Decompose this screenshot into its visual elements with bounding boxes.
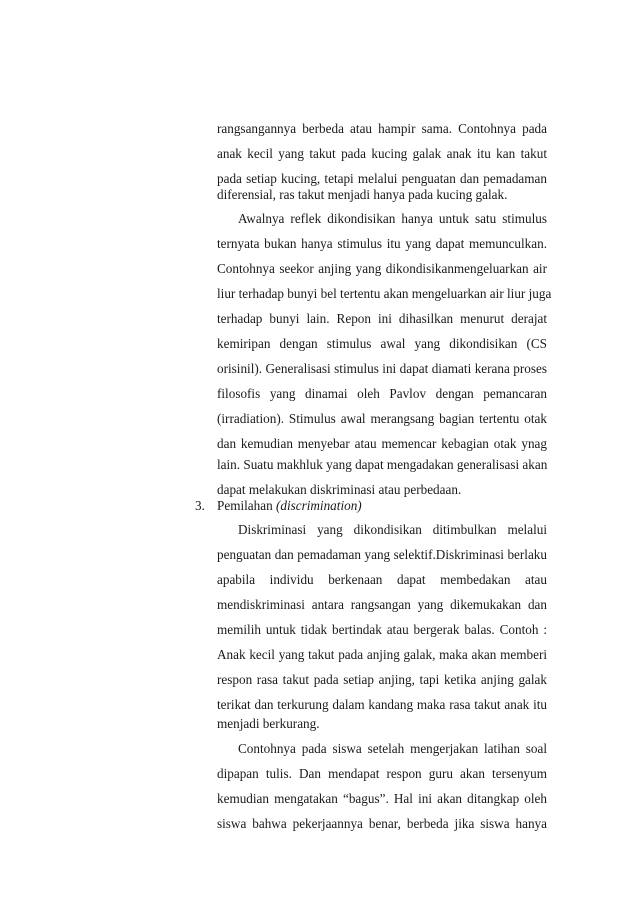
paragraph-2-line-8: filosofis yang dinamai oleh Pavlov dengan pemancaran bbox=[217, 386, 547, 401]
section-3-number: 3. bbox=[195, 498, 205, 513]
paragraph-2-line-10: dan kemudian menyebar atau memencar kebagian otak ynag bbox=[217, 436, 547, 451]
paragraph-3-line-7: respon rasa takut pada setiap anjing, tapi ketika anjing galak bbox=[217, 672, 547, 687]
paragraph-2-line-1: Awalnya reflek dikondisikan hanya untuk satu stimulus bbox=[238, 211, 547, 226]
paragraph-4-line-3: kemudian mengatakan “bagus”. Hal ini akan ditangkap oleh bbox=[217, 791, 547, 806]
paragraph-3-line-5: memilih untuk tidak bertindak atau bergerak balas. Contoh : bbox=[217, 622, 547, 637]
section-3-title-italic: (discrimination) bbox=[275, 498, 362, 513]
paragraph-2-line-4: liur terhadap bunyi bel tertentu akan mengeluarkan air liur juga bbox=[217, 286, 552, 301]
paragraph-3-line-4: mendiskriminasi antara rangsangan yang dikemukakan dan bbox=[217, 597, 547, 612]
paragraph-2-line-12: dapat melakukan diskriminasi atau perbedaan. bbox=[217, 482, 462, 497]
paragraph-3-line-9: menjadi berkurang. bbox=[217, 716, 320, 731]
paragraph-2-line-11: lain. Suatu makhluk yang dapat mengadakan generalisasi akan bbox=[217, 457, 548, 472]
paragraph-2-line-5: terhadap bunyi lain. Repon ini dihasilkan menurut derajat bbox=[217, 311, 547, 326]
paragraph-2-line-6: kemiripan dengan stimulus awal yang dikondisikan (CS bbox=[217, 336, 547, 351]
paragraph-3-line-2: penguatan dan pemadaman yang selektif.Diskriminasi berlaku bbox=[217, 547, 547, 562]
paragraph-1-line-3: pada setiap kucing, tetapi melalui penguatan dan pemadaman bbox=[217, 171, 547, 186]
paragraph-4-line-1: Contohnya pada siswa setelah mengerjakan latihan soal bbox=[238, 741, 547, 756]
section-3-title: Pemilahan bbox=[217, 498, 273, 513]
paragraph-1-line-2: anak kecil yang takut pada kucing galak anak itu kan takut bbox=[217, 146, 547, 161]
paragraph-4-line-2: dipapan tulis. Dan mendapat respon guru akan tersenyum bbox=[217, 766, 547, 781]
paragraph-2-line-7: orisinil). Generalisasi stimulus ini dapat diamati kerana proses bbox=[217, 361, 547, 376]
paragraph-3-line-3: apabila individu berkenaan dapat membedakan atau bbox=[217, 572, 547, 587]
paragraph-2-line-9: (irradiation). Stimulus awal merangsang bagian tertentu otak bbox=[217, 411, 547, 426]
paragraph-4-line-4: siswa bahwa pekerjaannya benar, berbeda jika siswa hanya bbox=[217, 816, 547, 831]
paragraph-1-line-4: diferensial, ras takut menjadi hanya pada kucing galak. bbox=[217, 187, 508, 202]
paragraph-3-line-1: Diskriminasi yang dikondisikan ditimbulkan melalui bbox=[238, 522, 547, 537]
section-3-heading bbox=[195, 498, 362, 514]
paragraph-2-line-3: Contohnya seekor anjing yang dikondisikanmengeluarkan air bbox=[217, 261, 547, 276]
paragraph-3-line-6: Anak kecil yang takut pada anjing galak, maka akan memberi bbox=[217, 647, 547, 662]
paragraph-2-line-2: ternyata bukan hanya stimulus itu yang dapat memunculkan. bbox=[217, 236, 547, 251]
paragraph-1-line-1: rangsangannya berbeda atau hampir sama. Contohnya pada bbox=[217, 121, 547, 136]
paragraph-3-line-8: terikat dan terkurung dalam kandang maka rasa takut anak itu bbox=[217, 697, 547, 712]
